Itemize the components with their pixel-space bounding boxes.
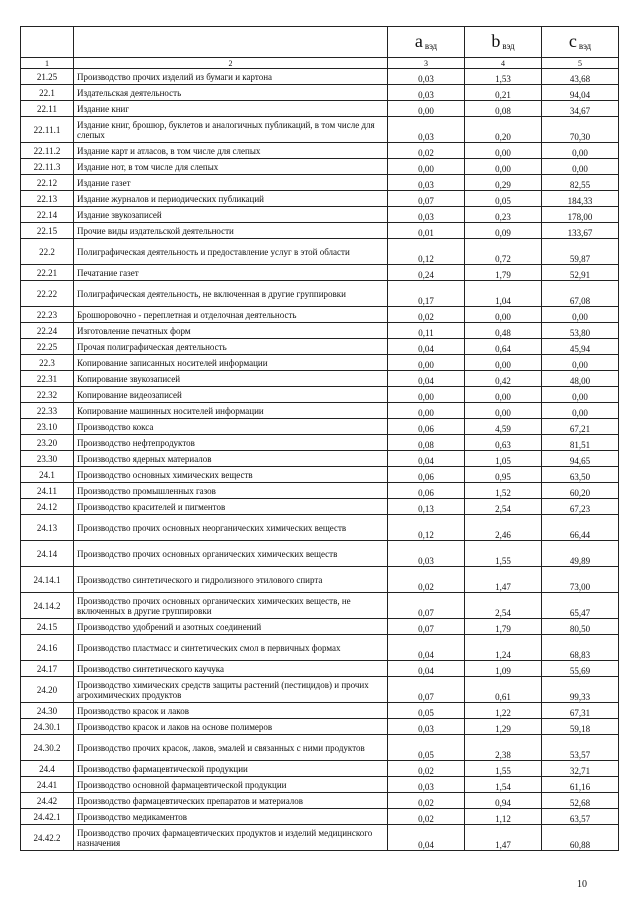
row-value-a: 0,17 [388,281,465,307]
row-value-c: 184,33 [542,191,619,207]
row-name: Производство прочих основных неорганических химических веществ [74,515,388,541]
header-a-sub: вэд [424,40,438,51]
row-name: Производство кокса [74,419,388,435]
row-value-c: 67,21 [542,419,619,435]
row-value-c: 94,65 [542,451,619,467]
row-value-b: 0,94 [465,793,542,809]
row-value-c: 178,00 [542,207,619,223]
table-row [21,85,619,101]
coefficients-table [20,26,619,851]
row-name: Издание книг, брошюр, буклетов и аналогичных публикаций, в том числе для слепых [74,117,388,143]
row-value-b: 1,55 [465,541,542,567]
row-name: Производство красок и лаков [74,703,388,719]
table-row [21,265,619,281]
column-number-row [21,58,619,69]
row-value-c: 66,44 [542,515,619,541]
row-value-a: 0,03 [388,541,465,567]
row-value-c: 81,51 [542,435,619,451]
table-row [21,635,619,661]
table-row [21,101,619,117]
table-row [21,567,619,593]
row-value-a: 0,06 [388,467,465,483]
row-value-b: 0,05 [465,191,542,207]
table-row [21,371,619,387]
row-code: 22.21 [21,265,74,281]
row-code: 22.13 [21,191,74,207]
row-value-c: 0,00 [542,159,619,175]
row-value-a: 0,08 [388,435,465,451]
row-value-b: 0,00 [465,387,542,403]
row-value-a: 0,24 [388,265,465,281]
row-name: Производство прочих фармацевтических продуктов и изделий медицинского назначения [74,825,388,851]
header-code [21,27,74,58]
row-value-b: 0,42 [465,371,542,387]
row-value-a: 0,03 [388,207,465,223]
row-value-c: 67,08 [542,281,619,307]
row-value-a: 0,03 [388,175,465,191]
row-value-c: 34,67 [542,101,619,117]
row-value-b: 0,48 [465,323,542,339]
column-number: 5 [542,58,619,69]
row-value-a: 0,04 [388,635,465,661]
table-row [21,323,619,339]
row-value-b: 2,38 [465,735,542,761]
table-row [21,541,619,567]
row-name: Производство красок и лаков на основе полимеров [74,719,388,735]
row-value-a: 0,06 [388,483,465,499]
row-value-a: 0,07 [388,191,465,207]
row-code: 24.17 [21,661,74,677]
row-code: 24.30.1 [21,719,74,735]
row-code: 22.33 [21,403,74,419]
row-value-b: 1,12 [465,809,542,825]
row-code: 22.11.2 [21,143,74,159]
table-row [21,159,619,175]
row-value-c: 80,50 [542,619,619,635]
row-code: 24.30.2 [21,735,74,761]
row-value-b: 1,47 [465,567,542,593]
row-name: Производство фармацевтической продукции [74,761,388,777]
row-code: 23.20 [21,435,74,451]
row-value-b: 1,79 [465,265,542,281]
header-a-letter: a [414,30,423,51]
row-value-c: 43,68 [542,69,619,85]
table-row [21,661,619,677]
row-value-a: 0,03 [388,719,465,735]
row-value-b: 1,04 [465,281,542,307]
row-value-b: 1,09 [465,661,542,677]
row-value-b: 0,08 [465,101,542,117]
table-row [21,307,619,323]
header-c [542,27,619,58]
row-value-c: 65,47 [542,593,619,619]
row-name: Брошюровочно - переплетная и отделочная деятельность [74,307,388,323]
row-code: 24.14 [21,541,74,567]
row-name: Копирование звукозаписей [74,371,388,387]
row-value-c: 60,88 [542,825,619,851]
row-code: 22.32 [21,387,74,403]
table-row [21,339,619,355]
row-name: Производство синтетического каучука [74,661,388,677]
row-value-b: 1,55 [465,761,542,777]
row-value-a: 0,01 [388,223,465,239]
table-row [21,223,619,239]
table-row [21,467,619,483]
header-b-letter: b [491,30,501,51]
row-value-c: 55,69 [542,661,619,677]
row-code: 22.11 [21,101,74,117]
row-value-c: 73,00 [542,567,619,593]
row-value-c: 60,20 [542,483,619,499]
row-value-b: 4,59 [465,419,542,435]
header-a [388,27,465,58]
row-value-c: 99,33 [542,677,619,703]
row-name: Полиграфическая деятельность и предоставление услуг в этой области [74,239,388,265]
row-value-c: 48,00 [542,371,619,387]
table-row [21,777,619,793]
row-value-a: 0,00 [388,403,465,419]
table-row [21,719,619,735]
row-code: 24.16 [21,635,74,661]
row-code: 21.25 [21,69,74,85]
column-number: 4 [465,58,542,69]
row-value-a: 0,03 [388,117,465,143]
row-value-c: 53,57 [542,735,619,761]
row-value-c: 53,80 [542,323,619,339]
row-name: Издание нот, в том числе для слепых [74,159,388,175]
row-value-a: 0,02 [388,567,465,593]
row-value-c: 52,91 [542,265,619,281]
row-value-b: 0,00 [465,355,542,371]
table-row [21,515,619,541]
row-value-c: 94,04 [542,85,619,101]
column-number: 2 [74,58,388,69]
table-row [21,143,619,159]
row-value-a: 0,05 [388,703,465,719]
row-value-a: 0,07 [388,593,465,619]
row-value-a: 0,12 [388,515,465,541]
row-code: 22.14 [21,207,74,223]
row-value-c: 61,16 [542,777,619,793]
row-value-b: 1,05 [465,451,542,467]
row-name: Издание журналов и периодических публикаций [74,191,388,207]
row-value-a: 0,13 [388,499,465,515]
row-value-a: 0,12 [388,239,465,265]
row-value-b: 1,22 [465,703,542,719]
table-row [21,175,619,191]
row-value-b: 0,95 [465,467,542,483]
row-value-a: 0,11 [388,323,465,339]
row-value-a: 0,03 [388,69,465,85]
row-code: 22.2 [21,239,74,265]
row-value-c: 0,00 [542,143,619,159]
row-value-b: 0,00 [465,159,542,175]
table-body [21,69,619,851]
row-name: Производство прочих изделий из бумаги и картона [74,69,388,85]
row-code: 22.31 [21,371,74,387]
row-code: 24.14.1 [21,567,74,593]
row-value-b: 0,29 [465,175,542,191]
row-value-a: 0,02 [388,809,465,825]
header-c-letter: c [568,30,577,51]
row-code: 24.14.2 [21,593,74,619]
row-value-a: 0,04 [388,661,465,677]
row-value-c: 133,67 [542,223,619,239]
row-code: 22.11.3 [21,159,74,175]
row-value-a: 0,03 [388,777,465,793]
row-value-a: 0,00 [388,159,465,175]
row-name: Прочие виды издательской деятельности [74,223,388,239]
row-name: Издание звукозаписей [74,207,388,223]
row-name: Производство основных химических веществ [74,467,388,483]
column-number: 3 [388,58,465,69]
row-value-c: 32,71 [542,761,619,777]
row-value-a: 0,04 [388,371,465,387]
row-value-c: 52,68 [542,793,619,809]
row-code: 24.13 [21,515,74,541]
table-row [21,619,619,635]
row-name: Производство фармацевтических препаратов и материалов [74,793,388,809]
row-value-b: 2,46 [465,515,542,541]
row-value-c: 67,31 [542,703,619,719]
row-value-b: 0,09 [465,223,542,239]
row-value-a: 0,04 [388,339,465,355]
row-value-a: 0,02 [388,143,465,159]
row-value-c: 0,00 [542,307,619,323]
row-code: 22.1 [21,85,74,101]
row-value-a: 0,07 [388,677,465,703]
row-value-c: 63,50 [542,467,619,483]
row-value-a: 0,02 [388,761,465,777]
row-name: Издание карт и атласов, в том числе для слепых [74,143,388,159]
table-row [21,117,619,143]
row-value-c: 63,57 [542,809,619,825]
row-value-a: 0,04 [388,825,465,851]
row-value-b: 1,79 [465,619,542,635]
table-row [21,435,619,451]
header-name [74,27,388,58]
row-value-b: 0,72 [465,239,542,265]
row-value-b: 0,23 [465,207,542,223]
row-name: Изготовление печатных форм [74,323,388,339]
row-value-c: 49,89 [542,541,619,567]
row-value-c: 59,87 [542,239,619,265]
row-name: Производство удобрений и азотных соединений [74,619,388,635]
table-row [21,387,619,403]
row-name: Производство основной фармацевтической продукции [74,777,388,793]
row-code: 24.12 [21,499,74,515]
row-code: 22.25 [21,339,74,355]
row-code: 22.3 [21,355,74,371]
table-row [21,809,619,825]
row-value-b: 0,00 [465,307,542,323]
table-row [21,403,619,419]
row-value-c: 82,55 [542,175,619,191]
table-row [21,207,619,223]
row-name: Производство прочих основных органических химических веществ [74,541,388,567]
row-name: Производство ядерных материалов [74,451,388,467]
row-code: 24.15 [21,619,74,635]
row-code: 22.11.1 [21,117,74,143]
row-code: 24.30 [21,703,74,719]
row-name: Копирование машинных носителей информации [74,403,388,419]
row-name: Производство пластмасс и синтетических смол в первичных формах [74,635,388,661]
row-code: 24.11 [21,483,74,499]
row-value-b: 0,00 [465,143,542,159]
table-row [21,483,619,499]
row-code: 24.41 [21,777,74,793]
row-name: Копирование записанных носителей информации [74,355,388,371]
table-row [21,355,619,371]
row-value-c: 0,00 [542,403,619,419]
row-value-b: 2,54 [465,499,542,515]
header-c-sub: вэд [578,40,592,51]
row-code: 24.1 [21,467,74,483]
table-row [21,825,619,851]
row-name: Производство синтетического и гидролизного этилового спирта [74,567,388,593]
row-value-b: 1,52 [465,483,542,499]
row-name: Производство химических средств защиты растений (пестицидов) и прочих агрохимических продуктов [74,677,388,703]
row-code: 22.22 [21,281,74,307]
row-value-b: 1,24 [465,635,542,661]
row-name: Издательская деятельность [74,85,388,101]
row-value-a: 0,00 [388,387,465,403]
table-row [21,761,619,777]
row-name: Производство промышленных газов [74,483,388,499]
row-value-b: 0,61 [465,677,542,703]
table-row [21,793,619,809]
table-row [21,593,619,619]
row-value-b: 0,64 [465,339,542,355]
table-row [21,677,619,703]
row-value-c: 59,18 [542,719,619,735]
row-value-c: 0,00 [542,355,619,371]
row-value-b: 0,00 [465,403,542,419]
row-code: 22.12 [21,175,74,191]
row-name: Прочая полиграфическая деятельность [74,339,388,355]
header-b-sub: вэд [502,40,515,51]
row-name: Производство медикаментов [74,809,388,825]
column-number: 1 [21,58,74,69]
row-value-b: 1,47 [465,825,542,851]
row-value-c: 70,30 [542,117,619,143]
table-row [21,703,619,719]
row-value-a: 0,04 [388,451,465,467]
row-value-a: 0,02 [388,307,465,323]
row-value-c: 68,83 [542,635,619,661]
row-code: 24.20 [21,677,74,703]
row-name: Производство прочих основных органических химических веществ, не включенных в другие группировки [74,593,388,619]
row-name: Производство нефтепродуктов [74,435,388,451]
table-header-row [21,27,619,58]
table-row [21,69,619,85]
row-value-b: 0,21 [465,85,542,101]
table-row [21,735,619,761]
row-value-c: 0,00 [542,387,619,403]
header-b [465,27,542,58]
row-value-a: 0,00 [388,355,465,371]
row-code: 24.4 [21,761,74,777]
row-value-b: 1,29 [465,719,542,735]
row-code: 22.15 [21,223,74,239]
table-row [21,281,619,307]
row-name: Копирование видеозаписей [74,387,388,403]
row-name: Издание книг [74,101,388,117]
row-code: 23.10 [21,419,74,435]
row-name: Издание газет [74,175,388,191]
row-name: Печатание газет [74,265,388,281]
row-code: 24.42.2 [21,825,74,851]
row-code: 22.24 [21,323,74,339]
row-value-a: 0,03 [388,85,465,101]
row-value-b: 0,63 [465,435,542,451]
table-row [21,191,619,207]
row-value-b: 1,53 [465,69,542,85]
row-value-c: 67,23 [542,499,619,515]
table-row [21,451,619,467]
row-name: Полиграфическая деятельность, не включенная в другие группировки [74,281,388,307]
row-code: 23.30 [21,451,74,467]
row-name: Производство красителей и пигментов [74,499,388,515]
row-code: 22.23 [21,307,74,323]
table-row [21,419,619,435]
row-value-a: 0,07 [388,619,465,635]
row-code: 24.42.1 [21,809,74,825]
row-code: 24.42 [21,793,74,809]
row-name: Производство прочих красок, лаков, эмалей и связанных с ними продуктов [74,735,388,761]
table-row [21,239,619,265]
row-value-a: 0,00 [388,101,465,117]
row-value-a: 0,02 [388,793,465,809]
row-value-b: 2,54 [465,593,542,619]
table-row [21,499,619,515]
row-value-c: 45,94 [542,339,619,355]
row-value-b: 1,54 [465,777,542,793]
row-value-a: 0,06 [388,419,465,435]
page-number: 10 [577,879,587,890]
row-value-a: 0,05 [388,735,465,761]
row-value-b: 0,20 [465,117,542,143]
